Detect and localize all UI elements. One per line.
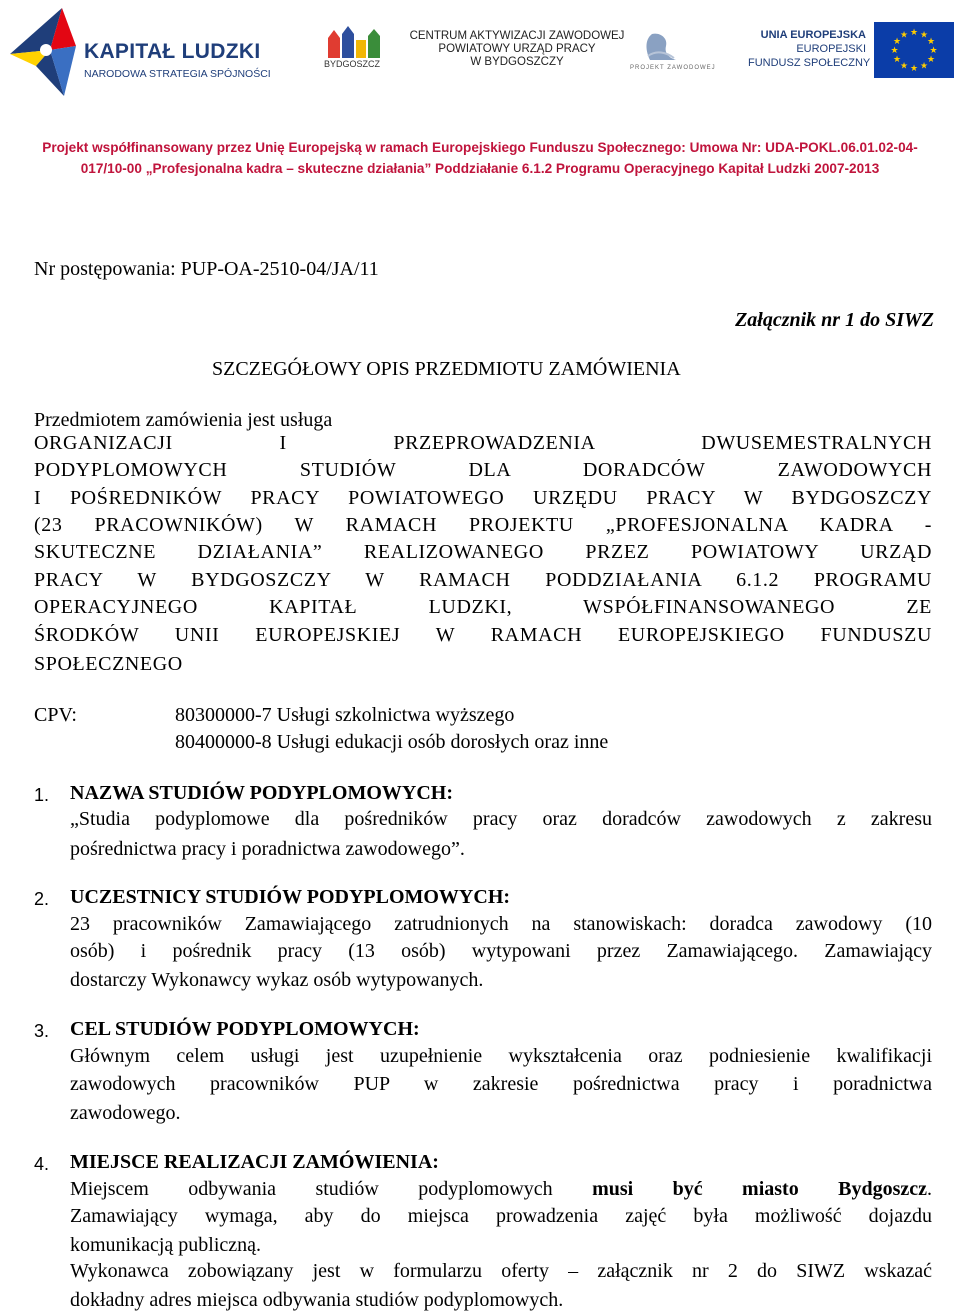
subject-line: SPOŁECZNEGO bbox=[34, 653, 183, 675]
svg-text:★: ★ bbox=[892, 55, 902, 65]
section-line-mixed bbox=[70, 1178, 932, 1201]
section-heading: MIEJSCE REALIZACJI ZAMÓWIENIA: bbox=[70, 1151, 439, 1173]
section-line-bold: musi być miasto Bydgoszcz bbox=[592, 1178, 927, 1200]
eu-logo bbox=[748, 22, 954, 80]
svg-text:★: ★ bbox=[892, 37, 902, 47]
svg-text:★: ★ bbox=[926, 55, 936, 65]
section-line: Zamawiający wymaga, aby do miejsca prowadzenia zajęć była możliwość dojazdu bbox=[70, 1205, 932, 1227]
subject-line: ŚRODKÓW UNII EUROPEJSKIEJ W RAMACH EUROPEJSKIEGO FUNDUSZU bbox=[34, 624, 932, 646]
section-line: zawodowych pracowników PUP w zakresie pośrednictwa pracy i poradnictwa bbox=[70, 1073, 932, 1095]
section-line: dokładny adres miejsca odbywania studiów podyplomowych. bbox=[70, 1289, 564, 1311]
pup-logo bbox=[402, 30, 632, 75]
section-number: 4. bbox=[34, 1154, 50, 1174]
svg-text:★: ★ bbox=[909, 28, 919, 38]
kapital-ludzki-logo bbox=[6, 6, 286, 98]
svg-text:★: ★ bbox=[899, 30, 909, 41]
eu-flag-icon bbox=[874, 22, 954, 78]
section-number: 3. bbox=[34, 1021, 50, 1041]
bydgoszcz-logo-text: BYDGOSZCZ bbox=[324, 59, 381, 69]
section-line: dostarczy Wykonawcy wykaz osób wytypowanych. bbox=[70, 969, 484, 991]
subject-line: OPERACYJNEGO KAPITAŁ LUDZKI, WSPÓŁFINANSOWANEGO ZE bbox=[34, 596, 932, 618]
bydgoszcz-buildings-icon bbox=[322, 26, 388, 60]
section-line: osób) i pośrednik pracy (13 osób) wytypowani przez Zamawiającego. Zamawiający bbox=[70, 940, 932, 962]
kapital-ludzki-subtitle: NARODOWA STRATEGIA SPÓJNOŚCI bbox=[84, 68, 271, 80]
project-info-line: Projekt współfinansowany przez Unię Europejską w ramach Europejskiego Funduszu Społecznego: Umowa Nr: UDA-POKL.06.01.02-04- bbox=[42, 140, 918, 155]
section-heading: UCZESTNICY STUDIÓW PODYPLOMOWYCH: bbox=[70, 886, 511, 908]
subject-line: SKUTECZNE DZIAŁANIA” REALIZOWANEGO PRZEZ POWIATOWY URZĄD bbox=[34, 541, 932, 563]
section-line: 23 pracowników Zamawiającego zatrudnionych na stanowiskach: doradca zawodowy (10 bbox=[70, 913, 932, 935]
section-number: 2. bbox=[34, 889, 50, 909]
subject-line: PRACY W BYDGOSZCZY W RAMACH PODDZIAŁANIA 6.1.2 PROGRAMU bbox=[34, 569, 932, 591]
cpv-code: 80400000-8 Usługi edukacji osób dorosłych oraz inne bbox=[175, 731, 609, 753]
subject-line: PODYPLOMOWYCH STUDIÓW DLA DORADCÓW ZAWODOWYCH bbox=[34, 459, 932, 481]
section-heading: NAZWA STUDIÓW PODYPLOMOWYCH: bbox=[70, 782, 453, 804]
section-line: Wykonawca zobowiązany jest w formularzu oferty – załącznik nr 2 do SIWZ wskazać bbox=[70, 1260, 932, 1282]
kapital-ludzki-star-icon bbox=[6, 6, 78, 98]
eu-line: FUNDUSZ SPOŁECZNY bbox=[748, 57, 871, 69]
pup-line: POWIATOWY URZĄD PRACY bbox=[438, 43, 596, 55]
section-line-suffix: . bbox=[927, 1178, 932, 1200]
svg-text:★: ★ bbox=[919, 61, 929, 72]
bydgoszcz-logo bbox=[322, 26, 388, 72]
eu-line: EUROPEJSKI bbox=[796, 43, 866, 55]
section-number: 1. bbox=[34, 785, 50, 805]
case-number: Nr postępowania: PUP-OA-2510-04/JA/11 bbox=[34, 258, 379, 280]
subject-line: (23 PRACOWNIKÓW) W RAMACH PROJEKTU „PROFESJONALNA KADRA - bbox=[34, 514, 932, 536]
intro-text: Przedmiotem zamówienia jest usługa bbox=[34, 409, 333, 431]
section-line: komunikacją publiczną. bbox=[70, 1234, 262, 1256]
eu-line: UNIA EUROPEJSKA bbox=[760, 29, 866, 41]
kapital-ludzki-title: KAPITAŁ LUDZKI bbox=[84, 40, 261, 63]
section-line: Głównym celem usługi jest uzupełnienie wykształcenia oraz podniesienie kwalifikacji bbox=[70, 1045, 932, 1067]
project-logo-icon bbox=[630, 30, 690, 64]
section-line: „Studia podyplomowe dla pośredników pracy oraz doradców zawodowych z zakresu bbox=[70, 808, 932, 830]
svg-text:★: ★ bbox=[909, 64, 919, 74]
section-line-prefix: Miejscem odbywania studiów podyplomowych bbox=[70, 1178, 553, 1200]
svg-text:★: ★ bbox=[890, 46, 899, 56]
subject-line: ORGANIZACJI I PRZEPROWADZENIA DWUSEMESTRALNYCH bbox=[34, 432, 932, 454]
project-logo-text: PROJEKT ZAWODOWEJ bbox=[630, 65, 716, 71]
svg-text:★: ★ bbox=[919, 30, 929, 41]
section-line: zawodowego. bbox=[70, 1102, 181, 1124]
pup-line: W BYDGOSZCZY bbox=[470, 56, 564, 68]
svg-text:★: ★ bbox=[899, 61, 909, 72]
section-line: pośrednictwa pracy i poradnictwa zawodowego”. bbox=[70, 838, 465, 860]
svg-text:★: ★ bbox=[926, 37, 936, 47]
cpv-code: 80300000-7 Usługi szkolnictwa wyższego bbox=[175, 704, 515, 726]
project-logo bbox=[630, 30, 716, 75]
section-heading: CEL STUDIÓW PODYPLOMOWYCH: bbox=[70, 1018, 420, 1040]
cpv-label: CPV: bbox=[34, 704, 77, 726]
pup-line: CENTRUM AKTYWIZACJI ZAWODOWEJ bbox=[409, 30, 625, 42]
svg-text:★: ★ bbox=[929, 46, 938, 56]
attachment-label: Załącznik nr 1 do SIWZ bbox=[735, 309, 934, 331]
page-title: SZCZEGÓŁOWY OPIS PRZEDMIOTU ZAMÓWIENIA bbox=[212, 358, 681, 380]
project-info-line: 017/10-00 „Profesjonalna kadra – skuteczne działania” Poddziałanie 6.1.2 Programu Operacyjnego Kapitał Ludzki 2007-2013 bbox=[80, 161, 880, 176]
subject-line: I POŚREDNIKÓW PRACY POWIATOWEGO URZĘDU PRACY W BYDGOSZCZY bbox=[34, 487, 932, 509]
